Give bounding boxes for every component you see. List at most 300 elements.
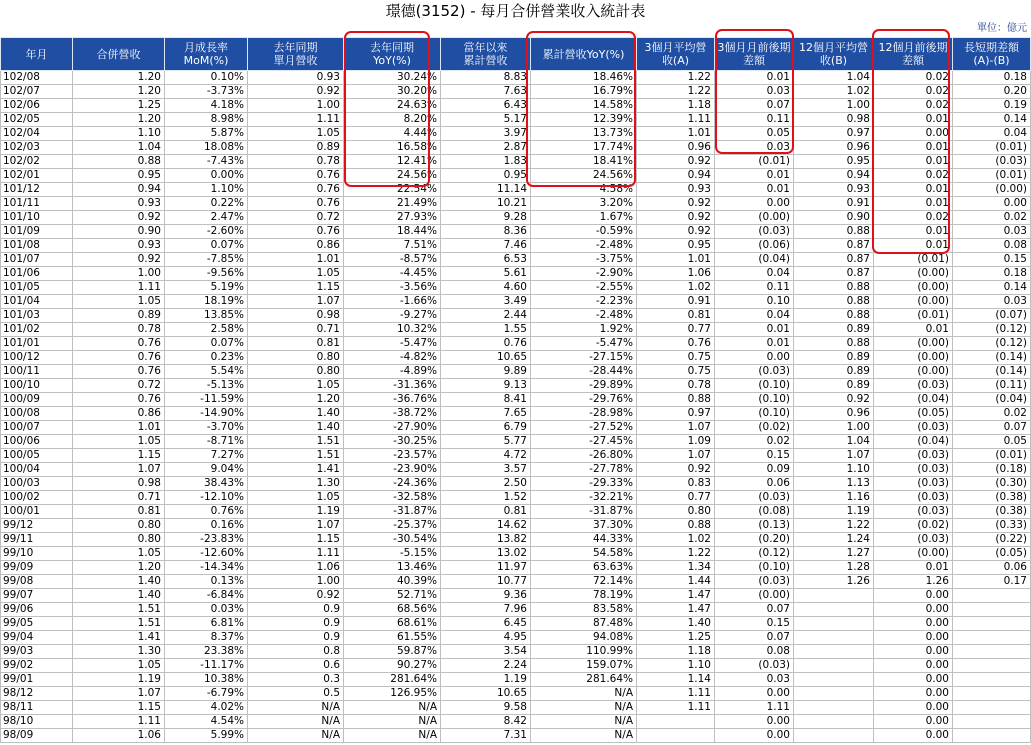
table-row xyxy=(1,211,1031,225)
table-cell: 1.40 xyxy=(637,617,715,631)
table-cell: 0.89 xyxy=(248,141,344,155)
table-cell: 8.37% xyxy=(165,631,248,645)
table-row xyxy=(1,701,1031,715)
table-cell: 6.81% xyxy=(165,617,248,631)
table-cell: -6.79% xyxy=(165,687,248,701)
table-cell: 0.80 xyxy=(73,533,165,547)
table-cell: 0.04 xyxy=(715,267,794,281)
table-cell: -2.90% xyxy=(531,267,637,281)
table-cell: 1.40 xyxy=(73,575,165,589)
table-cell: 100/11 xyxy=(1,365,73,379)
table-cell: 101/07 xyxy=(1,253,73,267)
table-cell: 1.01 xyxy=(637,127,715,141)
table-cell: 1.19 xyxy=(73,673,165,687)
page-title: 璟德(3152) - 每月合併營業收入統計表 xyxy=(385,2,646,20)
table-cell: 1.22 xyxy=(637,547,715,561)
table-cell: 0.00 xyxy=(874,631,953,645)
table-cell: 159.07% xyxy=(531,659,637,673)
table-cell xyxy=(794,715,874,729)
table-cell: 11.97 xyxy=(441,561,531,575)
table-cell: 12.41% xyxy=(344,155,441,169)
table-cell: -3.75% xyxy=(531,253,637,267)
table-cell: 0.89 xyxy=(794,351,874,365)
table-cell: 1.01 xyxy=(73,421,165,435)
table-cell: 100/04 xyxy=(1,463,73,477)
table-cell: 1.00 xyxy=(794,99,874,113)
table-cell: 0.03 xyxy=(715,141,794,155)
table-cell: 99/01 xyxy=(1,673,73,687)
table-cell: 1.28 xyxy=(794,561,874,575)
table-cell: 1.15 xyxy=(248,533,344,547)
table-cell: 1.09 xyxy=(637,435,715,449)
table-cell: (0.03) xyxy=(874,477,953,491)
table-cell: -2.48% xyxy=(531,239,637,253)
table-cell: 0.5 xyxy=(248,687,344,701)
table-cell: 5.87% xyxy=(165,127,248,141)
table-cell: (0.03) xyxy=(953,155,1031,169)
table-cell: 99/07 xyxy=(1,589,73,603)
table-cell: (0.03) xyxy=(715,575,794,589)
table-cell: 1.30 xyxy=(248,477,344,491)
table-cell: 1.11 xyxy=(637,113,715,127)
table-cell: 0.07% xyxy=(165,239,248,253)
table-cell: 1.40 xyxy=(248,421,344,435)
table-cell: 1.07 xyxy=(248,519,344,533)
table-cell: 1.18 xyxy=(637,99,715,113)
table-cell: 101/10 xyxy=(1,211,73,225)
table-cell: 100/01 xyxy=(1,505,73,519)
col-header-long-short-diff: 長短期差額 (A)-(B) xyxy=(953,38,1031,71)
table-cell: 0.08 xyxy=(953,239,1031,253)
table-cell: 1.11 xyxy=(73,281,165,295)
table-cell: 68.56% xyxy=(344,603,441,617)
table-cell: 99/04 xyxy=(1,631,73,645)
table-cell: 1.11 xyxy=(637,687,715,701)
table-cell: 12.39% xyxy=(531,113,637,127)
table-cell: 0.76 xyxy=(73,365,165,379)
table-cell: 0.01 xyxy=(874,155,953,169)
table-cell: 0.00 xyxy=(874,715,953,729)
table-cell: 0.00 xyxy=(874,729,953,743)
table-cell: 102/03 xyxy=(1,141,73,155)
table-cell: -27.15% xyxy=(531,351,637,365)
table-cell: 0.02 xyxy=(874,71,953,85)
table-cell: 1.25 xyxy=(73,99,165,113)
table-cell: 18.46% xyxy=(531,71,637,85)
table-cell: 1.22 xyxy=(637,71,715,85)
table-cell: 0.07 xyxy=(953,421,1031,435)
table-cell xyxy=(794,631,874,645)
table-cell: (0.08) xyxy=(715,505,794,519)
table-cell: (0.03) xyxy=(874,379,953,393)
table-cell: 0.96 xyxy=(794,141,874,155)
table-row xyxy=(1,253,1031,267)
table-cell: (0.04) xyxy=(953,393,1031,407)
table-cell: -23.90% xyxy=(344,463,441,477)
table-row xyxy=(1,505,1031,519)
table-cell: 1.20 xyxy=(73,85,165,99)
table-cell: 1.07 xyxy=(248,295,344,309)
table-cell: 1.07 xyxy=(73,463,165,477)
table-cell: 0.11 xyxy=(715,281,794,295)
table-cell: 30.24% xyxy=(344,71,441,85)
table-cell: -25.37% xyxy=(344,519,441,533)
table-cell: 1.20 xyxy=(73,561,165,575)
table-cell: 0.95 xyxy=(637,239,715,253)
table-cell: 0.01 xyxy=(874,141,953,155)
table-cell: N/A xyxy=(248,729,344,743)
table-cell: -31.87% xyxy=(344,505,441,519)
table-cell: 126.95% xyxy=(344,687,441,701)
table-cell: -27.52% xyxy=(531,421,637,435)
table-cell: -29.33% xyxy=(531,477,637,491)
table-cell xyxy=(794,701,874,715)
table-cell: (0.01) xyxy=(874,309,953,323)
table-cell: -27.78% xyxy=(531,463,637,477)
table-cell: 0.00 xyxy=(874,687,953,701)
table-cell: 0.81 xyxy=(637,309,715,323)
table-cell: 0.17 xyxy=(953,575,1031,589)
table-cell: 0.07% xyxy=(165,337,248,351)
table-cell xyxy=(794,589,874,603)
table-cell: 1.41 xyxy=(73,631,165,645)
table-cell: (0.00) xyxy=(953,183,1031,197)
table-cell: 4.02% xyxy=(165,701,248,715)
table-row xyxy=(1,99,1031,113)
table-row xyxy=(1,379,1031,393)
table-row xyxy=(1,281,1031,295)
table-cell: -36.76% xyxy=(344,393,441,407)
table-cell: 0.15 xyxy=(953,253,1031,267)
table-cell: 0.01 xyxy=(715,323,794,337)
table-cell: 0.87 xyxy=(794,239,874,253)
table-cell: 8.36 xyxy=(441,225,531,239)
table-cell: 5.54% xyxy=(165,365,248,379)
table-cell: -9.56% xyxy=(165,267,248,281)
table-cell: 0.92 xyxy=(248,85,344,99)
table-cell: 0.00 xyxy=(874,617,953,631)
table-cell: -3.73% xyxy=(165,85,248,99)
table-cell: 0.91 xyxy=(794,197,874,211)
table-cell: 0.90 xyxy=(794,211,874,225)
table-cell: 1.06 xyxy=(637,267,715,281)
table-row xyxy=(1,155,1031,169)
table-cell: 0.10% xyxy=(165,71,248,85)
col-header-12m-avg: 12個月平均營 收(B) xyxy=(794,38,874,71)
table-row xyxy=(1,85,1031,99)
table-cell: 1.26 xyxy=(794,575,874,589)
table-cell: 0.01 xyxy=(715,337,794,351)
table-cell: 0.01 xyxy=(874,225,953,239)
table-cell: 1.11 xyxy=(248,113,344,127)
table-cell: 100/06 xyxy=(1,435,73,449)
table-cell: (0.03) xyxy=(715,491,794,505)
table-cell: 101/04 xyxy=(1,295,73,309)
table-cell: 0.92 xyxy=(637,197,715,211)
table-cell xyxy=(953,603,1031,617)
table-cell: 281.64% xyxy=(344,673,441,687)
table-cell: 8.98% xyxy=(165,113,248,127)
table-cell: 59.87% xyxy=(344,645,441,659)
table-cell: 99/10 xyxy=(1,547,73,561)
table-cell: 1.05 xyxy=(248,379,344,393)
table-row xyxy=(1,323,1031,337)
table-cell: 0.06 xyxy=(953,561,1031,575)
table-cell: -7.85% xyxy=(165,253,248,267)
table-cell: -11.17% xyxy=(165,659,248,673)
table-cell: 101/02 xyxy=(1,323,73,337)
table-cell: 1.51 xyxy=(248,435,344,449)
table-cell: -0.59% xyxy=(531,225,637,239)
table-cell: 1.14 xyxy=(637,673,715,687)
table-cell: 1.34 xyxy=(637,561,715,575)
table-cell: 1.05 xyxy=(73,659,165,673)
table-cell: 94.08% xyxy=(531,631,637,645)
table-cell: 1.04 xyxy=(73,141,165,155)
table-cell: 1.15 xyxy=(73,449,165,463)
table-cell: 102/05 xyxy=(1,113,73,127)
table-cell: 1.15 xyxy=(248,281,344,295)
table-cell: 0.92 xyxy=(248,589,344,603)
table-cell: 1.07 xyxy=(794,449,874,463)
table-row xyxy=(1,267,1031,281)
table-cell: 0.16% xyxy=(165,519,248,533)
table-cell: 0.75 xyxy=(637,365,715,379)
table-cell: 13.73% xyxy=(531,127,637,141)
table-cell: 101/06 xyxy=(1,267,73,281)
table-row xyxy=(1,71,1031,85)
table-row xyxy=(1,575,1031,589)
table-cell: 0.80 xyxy=(248,365,344,379)
table-cell: 1.11 xyxy=(637,701,715,715)
table-cell: 1.40 xyxy=(73,589,165,603)
table-cell: -8.57% xyxy=(344,253,441,267)
table-cell: 0.01 xyxy=(874,113,953,127)
table-cell: (0.12) xyxy=(953,337,1031,351)
table-cell: 63.63% xyxy=(531,561,637,575)
table-cell: -4.82% xyxy=(344,351,441,365)
table-cell: 0.03 xyxy=(715,85,794,99)
table-cell: 101/09 xyxy=(1,225,73,239)
table-cell: -29.76% xyxy=(531,393,637,407)
table-cell: 30.20% xyxy=(344,85,441,99)
table-cell: 0.89 xyxy=(73,309,165,323)
table-cell: (0.00) xyxy=(874,547,953,561)
table-cell: 100/05 xyxy=(1,449,73,463)
table-cell: (0.03) xyxy=(874,449,953,463)
table-row xyxy=(1,351,1031,365)
table-cell: 1.40 xyxy=(248,407,344,421)
table-cell xyxy=(953,659,1031,673)
table-cell: 1.00 xyxy=(794,421,874,435)
table-cell: 1.10 xyxy=(73,127,165,141)
table-cell: 100/03 xyxy=(1,477,73,491)
table-cell: 2.44 xyxy=(441,309,531,323)
table-cell: 1.11 xyxy=(715,701,794,715)
table-cell: N/A xyxy=(531,715,637,729)
table-cell: -2.48% xyxy=(531,309,637,323)
table-cell: 0.03 xyxy=(715,673,794,687)
table-cell: -26.80% xyxy=(531,449,637,463)
table-cell: -32.21% xyxy=(531,491,637,505)
table-row xyxy=(1,449,1031,463)
table-cell: 10.77 xyxy=(441,575,531,589)
table-cell: 4.54% xyxy=(165,715,248,729)
table-cell: 101/11 xyxy=(1,197,73,211)
table-cell: 0.00% xyxy=(165,169,248,183)
table-cell: 3.97 xyxy=(441,127,531,141)
table-cell: 100/07 xyxy=(1,421,73,435)
table-cell: N/A xyxy=(531,687,637,701)
table-cell: 0.01 xyxy=(874,323,953,337)
table-cell: 21.49% xyxy=(344,197,441,211)
table-cell: 0.15 xyxy=(715,449,794,463)
table-cell: 0.77 xyxy=(637,491,715,505)
table-cell: (0.10) xyxy=(715,561,794,575)
table-row xyxy=(1,295,1031,309)
table-cell: (0.11) xyxy=(953,379,1031,393)
table-cell: (0.01) xyxy=(953,169,1031,183)
table-cell: 102/04 xyxy=(1,127,73,141)
table-cell: (0.13) xyxy=(715,519,794,533)
table-cell: 0.92 xyxy=(73,253,165,267)
table-cell: (0.14) xyxy=(953,365,1031,379)
table-cell: 1.00 xyxy=(73,267,165,281)
table-row xyxy=(1,113,1031,127)
table-cell xyxy=(953,687,1031,701)
table-cell: 0.02 xyxy=(874,211,953,225)
table-cell: 0.89 xyxy=(794,379,874,393)
table-cell: 0.89 xyxy=(794,365,874,379)
table-cell: 0.10 xyxy=(715,295,794,309)
table-cell: 102/08 xyxy=(1,71,73,85)
table-cell: 0.87 xyxy=(794,267,874,281)
table-cell: 0.96 xyxy=(794,407,874,421)
table-cell: 0.96 xyxy=(637,141,715,155)
table-cell: (0.22) xyxy=(953,533,1031,547)
table-cell: (0.05) xyxy=(874,407,953,421)
table-cell xyxy=(637,715,715,729)
table-cell: 8.83 xyxy=(441,71,531,85)
table-cell: 0.00 xyxy=(874,701,953,715)
table-cell: 9.58 xyxy=(441,701,531,715)
table-cell: -1.66% xyxy=(344,295,441,309)
table-cell: 0.92 xyxy=(73,211,165,225)
table-cell: 1.47 xyxy=(637,589,715,603)
table-cell: 0.88 xyxy=(794,309,874,323)
table-cell: 6.53 xyxy=(441,253,531,267)
table-cell: 0.93 xyxy=(637,183,715,197)
table-cell: 17.74% xyxy=(531,141,637,155)
table-cell: N/A xyxy=(531,729,637,743)
table-cell: 1.44 xyxy=(637,575,715,589)
table-cell: 10.65 xyxy=(441,351,531,365)
table-cell: -6.84% xyxy=(165,589,248,603)
table-cell: (0.03) xyxy=(715,365,794,379)
table-cell: 0.92 xyxy=(794,393,874,407)
table-cell: (0.06) xyxy=(715,239,794,253)
table-row xyxy=(1,631,1031,645)
table-cell xyxy=(794,617,874,631)
table-row xyxy=(1,435,1031,449)
table-cell: 0.78 xyxy=(248,155,344,169)
table-cell: 1.19 xyxy=(441,673,531,687)
table-cell: 1.30 xyxy=(73,645,165,659)
table-cell: 9.28 xyxy=(441,211,531,225)
table-cell: -5.15% xyxy=(344,547,441,561)
table-cell: -28.98% xyxy=(531,407,637,421)
table-cell: 1.04 xyxy=(794,71,874,85)
table-cell: 99/09 xyxy=(1,561,73,575)
table-cell: 0.00 xyxy=(953,197,1031,211)
table-cell: 1.00 xyxy=(248,575,344,589)
table-cell: 0.01 xyxy=(874,561,953,575)
table-cell: 0.88 xyxy=(794,295,874,309)
table-row xyxy=(1,407,1031,421)
table-cell: 0.88 xyxy=(73,155,165,169)
table-cell xyxy=(794,603,874,617)
table-cell: 0.76% xyxy=(165,505,248,519)
table-cell: 0.81 xyxy=(441,505,531,519)
table-cell: 9.04% xyxy=(165,463,248,477)
table-cell: 4.95 xyxy=(441,631,531,645)
table-cell: -12.10% xyxy=(165,491,248,505)
table-cell: 9.13 xyxy=(441,379,531,393)
table-cell xyxy=(953,715,1031,729)
table-row xyxy=(1,519,1031,533)
table-cell: 1.10 xyxy=(794,463,874,477)
table-cell xyxy=(637,729,715,743)
table-cell: 98/10 xyxy=(1,715,73,729)
table-cell: (0.01) xyxy=(715,155,794,169)
table-cell: 1.24 xyxy=(794,533,874,547)
table-cell: 0.03% xyxy=(165,603,248,617)
table-cell: 1.83 xyxy=(441,155,531,169)
table-cell: 1.04 xyxy=(794,435,874,449)
table-cell: 78.19% xyxy=(531,589,637,603)
table-cell xyxy=(794,673,874,687)
table-cell: -30.54% xyxy=(344,533,441,547)
table-cell: 99/05 xyxy=(1,617,73,631)
table-cell: N/A xyxy=(344,715,441,729)
table-cell: (0.03) xyxy=(874,421,953,435)
table-cell: 0.92 xyxy=(637,155,715,169)
table-cell: (0.02) xyxy=(874,519,953,533)
table-row xyxy=(1,141,1031,155)
table-cell: (0.01) xyxy=(953,449,1031,463)
table-cell: 0.76 xyxy=(73,337,165,351)
table-cell: 0.81 xyxy=(73,505,165,519)
table-cell: (0.10) xyxy=(715,407,794,421)
table-cell: 9.36 xyxy=(441,589,531,603)
table-cell: 0.94 xyxy=(73,183,165,197)
table-cell: 7.63 xyxy=(441,85,531,99)
table-cell: (0.33) xyxy=(953,519,1031,533)
table-cell: 1.19 xyxy=(248,505,344,519)
table-cell: 4.44% xyxy=(344,127,441,141)
table-cell: 5.19% xyxy=(165,281,248,295)
table-cell: 0.01 xyxy=(715,71,794,85)
table-cell: -23.57% xyxy=(344,449,441,463)
table-cell: -32.58% xyxy=(344,491,441,505)
table-cell: 1.67% xyxy=(531,211,637,225)
table-cell: (0.02) xyxy=(715,421,794,435)
table-cell: 13.85% xyxy=(165,309,248,323)
table-cell: (0.05) xyxy=(953,547,1031,561)
table-cell: 0.89 xyxy=(794,323,874,337)
table-cell: 7.51% xyxy=(344,239,441,253)
table-cell: (0.10) xyxy=(715,393,794,407)
